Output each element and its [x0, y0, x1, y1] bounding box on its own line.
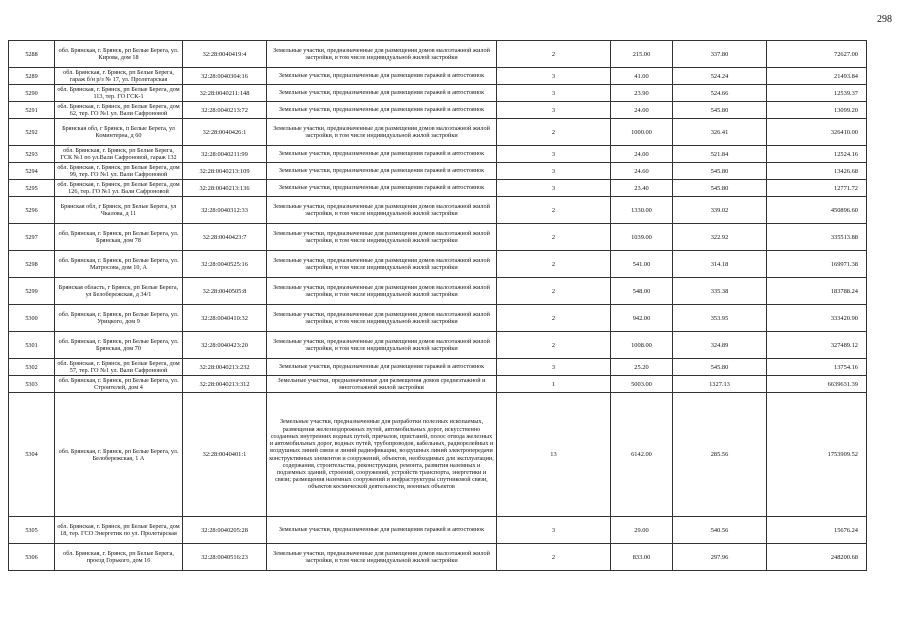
specific-value-cell: 339.02	[673, 197, 767, 224]
area-cell: 23.40	[611, 180, 673, 197]
category-cell: 2	[497, 119, 611, 146]
category-cell: 2	[497, 332, 611, 359]
cadastral-value-cell: 21493.84	[767, 68, 867, 85]
specific-value-cell: 326.41	[673, 119, 767, 146]
specific-value-cell: 335.38	[673, 278, 767, 305]
page-number: 298	[877, 14, 892, 25]
category-cell: 13	[497, 393, 611, 517]
table-row	[9, 544, 867, 571]
cadastral-value-cell: 1753909.52	[767, 393, 867, 517]
row-number: 5298	[9, 251, 55, 278]
row-number: 5300	[9, 305, 55, 332]
table-row	[9, 146, 867, 163]
area-cell: 548.00	[611, 278, 673, 305]
cadastral-number-cell: 32:28:0040211:148	[183, 85, 267, 102]
land-purpose-cell: Земельные участки, предназначенные для размещения гаражей и автостоянок	[267, 180, 497, 197]
table-row	[9, 180, 867, 197]
area-cell: 29.00	[611, 517, 673, 544]
specific-value-cell: 353.95	[673, 305, 767, 332]
row-number: 5297	[9, 224, 55, 251]
area-cell: 1039.00	[611, 224, 673, 251]
category-cell: 3	[497, 146, 611, 163]
row-number: 5292	[9, 119, 55, 146]
address-cell: Брянская обл, г Брянск, рп Белые Берега, ул Чкалова, д 11	[55, 197, 183, 224]
cadastral-value-cell: 12524.16	[767, 146, 867, 163]
land-purpose-cell: Земельные участки, предназначенные для размещения домов малоэтажной жилой застройки, в том числе индивидуальной жилой застройки	[267, 119, 497, 146]
table-row	[9, 359, 867, 376]
specific-value-cell: 545.80	[673, 180, 767, 197]
address-cell: обл. Брянская, г. Брянск, рп Белые Берега, дом 99, тер. ГО №1 ул. Вали Сафроновой	[55, 163, 183, 180]
specific-value-cell: 337.80	[673, 41, 767, 68]
category-cell: 2	[497, 41, 611, 68]
area-cell: 215.00	[611, 41, 673, 68]
cadastral-value-cell: 183788.24	[767, 278, 867, 305]
row-number: 5305	[9, 517, 55, 544]
row-number: 5301	[9, 332, 55, 359]
cadastral-value-cell: 72627.00	[767, 41, 867, 68]
address-cell: Брянская область, г Брянск, рп Белые Берега, ул Белобережская, д 34/1	[55, 278, 183, 305]
category-cell: 2	[497, 278, 611, 305]
cadastral-value-cell: 15676.24	[767, 517, 867, 544]
category-cell: 2	[497, 305, 611, 332]
land-purpose-cell: Земельные участки, предназначенные для размещения гаражей и автостоянок	[267, 359, 497, 376]
row-number: 5291	[9, 102, 55, 119]
specific-value-cell: 314.18	[673, 251, 767, 278]
area-cell: 942.00	[611, 305, 673, 332]
cadastral-value-cell: 13426.68	[767, 163, 867, 180]
land-purpose-cell: Земельные участки, предназначенные для размещения домов малоэтажной жилой застройки, в том числе индивидуальной жилой застройки	[267, 224, 497, 251]
cadastral-value-cell: 13099.20	[767, 102, 867, 119]
category-cell: 1	[497, 376, 611, 393]
address-cell: обл. Брянская, г. Брянск, рп Белые Берега, ул. Строителей, дом 4	[55, 376, 183, 393]
land-purpose-cell: Земельные участки, предназначенные для размещения домов малоэтажной жилой застройки, в том числе индивидуальной жилой застройки	[267, 332, 497, 359]
cadastral-number-cell: 32:28:0040426:1	[183, 119, 267, 146]
address-cell: Брянская обл, г Брянск, п Белые Берега, ул Коминтерна, д 60	[55, 119, 183, 146]
category-cell: 2	[497, 251, 611, 278]
table-row	[9, 85, 867, 102]
category-cell: 2	[497, 197, 611, 224]
land-purpose-cell: Земельные участки, предназначенные для размещения гаражей и автостоянок	[267, 517, 497, 544]
land-purpose-cell: Земельные участки, предназначенные для размещения домов малоэтажной жилой застройки, в том числе индивидуальной жилой застройки	[267, 41, 497, 68]
table-row	[9, 163, 867, 180]
row-number: 5296	[9, 197, 55, 224]
cadastral-value-cell: 327489.12	[767, 332, 867, 359]
cadastral-number-cell: 32:28:0040213:312	[183, 376, 267, 393]
table-row	[9, 278, 867, 305]
table-row	[9, 251, 867, 278]
category-cell: 3	[497, 163, 611, 180]
land-purpose-cell: Земельные участки, предназначенные для размещения домов малоэтажной жилой застройки, в том числе индивидуальной жилой застройки	[267, 251, 497, 278]
cadastral-value-cell: 12771.72	[767, 180, 867, 197]
specific-value-cell: 540.56	[673, 517, 767, 544]
land-purpose-cell: Земельные участки, предназначенные для размещения домов малоэтажной жилой застройки, в том числе индивидуальной жилой застройки	[267, 197, 497, 224]
table-row	[9, 68, 867, 85]
category-cell: 3	[497, 68, 611, 85]
specific-value-cell: 322.92	[673, 224, 767, 251]
row-number: 5289	[9, 68, 55, 85]
land-purpose-cell: Земельные участки, предназначенные для размещения домов малоэтажной жилой застройки, в том числе индивидуальной жилой застройки	[267, 544, 497, 571]
category-cell: 3	[497, 517, 611, 544]
address-cell: обл. Брянская, г. Брянск, рп Белые Берега, гараж б/н р/з № 17, ул. Пролетарская	[55, 68, 183, 85]
row-number: 5293	[9, 146, 55, 163]
row-number: 5303	[9, 376, 55, 393]
cadastral-number-cell: 32:28:0040525:16	[183, 251, 267, 278]
cadastral-number-cell: 32:28:0040423:7	[183, 224, 267, 251]
category-cell: 3	[497, 359, 611, 376]
cadastral-value-cell: 13754.16	[767, 359, 867, 376]
row-number: 5306	[9, 544, 55, 571]
specific-value-cell: 524.66	[673, 85, 767, 102]
land-purpose-cell: Земельные участки, предназначенные для размещения домов малоэтажной жилой застройки, в том числе индивидуальной жилой застройки	[267, 278, 497, 305]
table-row	[9, 393, 867, 517]
land-purpose-cell: Земельные участки, предназначенные для разработки полезных ископаемых, размещения железнодорожных путей, автомобильных дорог, искусственно созданных внутренних водных путей, причалов, пристаней, полос отвода железных и автомобильных дорог, водных путей, трубопроводов, кабельных, радиорелейных и воздушных линий связи и линий радиофикации, воздушных линий электропередачи конструктивных элементов и сооружений, объектов, необходимых для эксплуатации, содержания, строительства, реконструкции, ремонта, развития наземных и подземных зданий, строений, сооружений, устройств транспорта, энергетики и связи; размещения наземных сооружений и инфраструктуры спутниковой связи, объектов космической деятельности, военных объектов	[267, 393, 497, 517]
cadastral-value-cell: 248200.68	[767, 544, 867, 571]
cadastral-value-cell: 12539.37	[767, 85, 867, 102]
cadastral-value-table	[8, 40, 867, 571]
cadastral-number-cell: 32:28:0040213:232	[183, 359, 267, 376]
table-row	[9, 119, 867, 146]
area-cell: 24.60	[611, 163, 673, 180]
category-cell: 3	[497, 180, 611, 197]
land-purpose-cell: Земельные участки, предназначенные для размещения домов малоэтажной жилой застройки, в том числе индивидуальной жилой застройки	[267, 305, 497, 332]
row-number: 5290	[9, 85, 55, 102]
cadastral-number-cell: 32:28:0040213:136	[183, 180, 267, 197]
cadastral-number-cell: 32:28:0040312:33	[183, 197, 267, 224]
land-purpose-cell: Земельные участки, предназначенные для размещения гаражей и автостоянок	[267, 102, 497, 119]
address-cell: обл. Брянская, г. Брянск, рп Белые Берега, дом 18, тер. ГСО Энергетик по ул. Пролетарская	[55, 517, 183, 544]
land-purpose-cell: Земельные участки, предназначенные для размещения гаражей и автостоянок	[267, 68, 497, 85]
category-cell: 2	[497, 544, 611, 571]
specific-value-cell: 324.89	[673, 332, 767, 359]
area-cell: 24.00	[611, 146, 673, 163]
cadastral-number-cell: 32:28:0040401:1	[183, 393, 267, 517]
area-cell: 1330.00	[611, 197, 673, 224]
address-cell: обл. Брянская, г. Брянск, рп Белые Берега, дом 62, тер. ГО №1 ул. Вали Сафроновой	[55, 102, 183, 119]
area-cell: 833.00	[611, 544, 673, 571]
category-cell: 3	[497, 102, 611, 119]
area-cell: 1000.00	[611, 119, 673, 146]
area-cell: 6142.00	[611, 393, 673, 517]
land-purpose-cell: Земельные участки, предназначенные для размещения гаражей и автостоянок	[267, 85, 497, 102]
land-purpose-cell: Земельные участки, предназначенные для размещения гаражей и автостоянок	[267, 163, 497, 180]
cadastral-number-cell: 32:28:0040419:4	[183, 41, 267, 68]
category-cell: 3	[497, 85, 611, 102]
area-cell: 23.90	[611, 85, 673, 102]
address-cell: обл. Брянская, г. Брянск, рп Белые Берега, дом 113, тер. ГО ГСК-1	[55, 85, 183, 102]
table-row	[9, 376, 867, 393]
cadastral-number-cell: 32:28:0040211:99	[183, 146, 267, 163]
specific-value-cell: 524.24	[673, 68, 767, 85]
cadastral-value-cell: 6639631.39	[767, 376, 867, 393]
cadastral-number-cell: 32:28:0040304:16	[183, 68, 267, 85]
table-row	[9, 517, 867, 544]
address-cell: обл. Брянская, г. Брянск, рп Белые Берега, ул. Урицкого, дом 9	[55, 305, 183, 332]
area-cell: 1008.00	[611, 332, 673, 359]
row-number: 5302	[9, 359, 55, 376]
address-cell: обл. Брянская, г. Брянск, рп Белые Берега, ул. Белобережская, 1 А	[55, 393, 183, 517]
cadastral-value-cell: 169971.38	[767, 251, 867, 278]
table-row	[9, 102, 867, 119]
address-cell: обл. Брянская, г. Брянск, рп Белые Берега, проезд Горького, дом 16	[55, 544, 183, 571]
area-cell: 5003.00	[611, 376, 673, 393]
cadastral-number-cell: 32:28:0040410:32	[183, 305, 267, 332]
row-number: 5294	[9, 163, 55, 180]
area-cell: 24.00	[611, 102, 673, 119]
specific-value-cell: 545.80	[673, 163, 767, 180]
cadastral-number-cell: 32:28:0040213:72	[183, 102, 267, 119]
table-row	[9, 332, 867, 359]
address-cell: обл. Брянская, г. Брянск, рп Белые Берега, ул. Брянская, дом 70	[55, 332, 183, 359]
row-number: 5299	[9, 278, 55, 305]
row-number: 5288	[9, 41, 55, 68]
specific-value-cell: 297.96	[673, 544, 767, 571]
table-row	[9, 41, 867, 68]
cadastral-number-cell: 32:28:0040505:8	[183, 278, 267, 305]
table-row	[9, 305, 867, 332]
cadastral-value-cell: 326410.00	[767, 119, 867, 146]
specific-value-cell: 521.84	[673, 146, 767, 163]
area-cell: 41.00	[611, 68, 673, 85]
cadastral-value-cell: 335513.88	[767, 224, 867, 251]
address-cell: обл. Брянская, г. Брянск, рп Белые Берега, ул. Кирова, дом 18	[55, 41, 183, 68]
table-row	[9, 197, 867, 224]
cadastral-number-cell: 32:28:0040213:109	[183, 163, 267, 180]
table-row	[9, 224, 867, 251]
cadastral-value-cell: 333420.90	[767, 305, 867, 332]
specific-value-cell: 285.56	[673, 393, 767, 517]
address-cell: обл. Брянская, г. Брянск, рп Белые Берега, дом 126, тер. ГО №1 ул. Вали Сафроновой	[55, 180, 183, 197]
area-cell: 541.00	[611, 251, 673, 278]
specific-value-cell: 545.80	[673, 359, 767, 376]
area-cell: 25.20	[611, 359, 673, 376]
cadastral-value-cell: 450896.60	[767, 197, 867, 224]
specific-value-cell: 545.80	[673, 102, 767, 119]
cadastral-number-cell: 32:28:0040516:23	[183, 544, 267, 571]
cadastral-number-cell: 32:28:0040205:28	[183, 517, 267, 544]
category-cell: 2	[497, 224, 611, 251]
address-cell: обл. Брянская, г. Брянск, рп Белые Берега, ГСК №1 по ул.Вали Сафроновой, гараж 132	[55, 146, 183, 163]
land-purpose-cell: Земельные участки, предназначенные для размещения домов среднеэтажной и многоэтажной жилой застройки	[267, 376, 497, 393]
address-cell: обл. Брянская, г. Брянск, рп Белые Берега, ул. Брянская, дом 78	[55, 224, 183, 251]
cadastral-number-cell: 32:28:0040423:20	[183, 332, 267, 359]
address-cell: обл. Брянская, г. Брянск, рп Белые Берега, дом 57, тер. ГО №1 ул. Вали Сафроновой	[55, 359, 183, 376]
row-number: 5304	[9, 393, 55, 517]
land-purpose-cell: Земельные участки, предназначенные для размещения гаражей и автостоянок	[267, 146, 497, 163]
specific-value-cell: 1327.13	[673, 376, 767, 393]
address-cell: обл. Брянская, г. Брянск, рп Белые Берега, ул. Матросова, дом 10, А	[55, 251, 183, 278]
row-number: 5295	[9, 180, 55, 197]
